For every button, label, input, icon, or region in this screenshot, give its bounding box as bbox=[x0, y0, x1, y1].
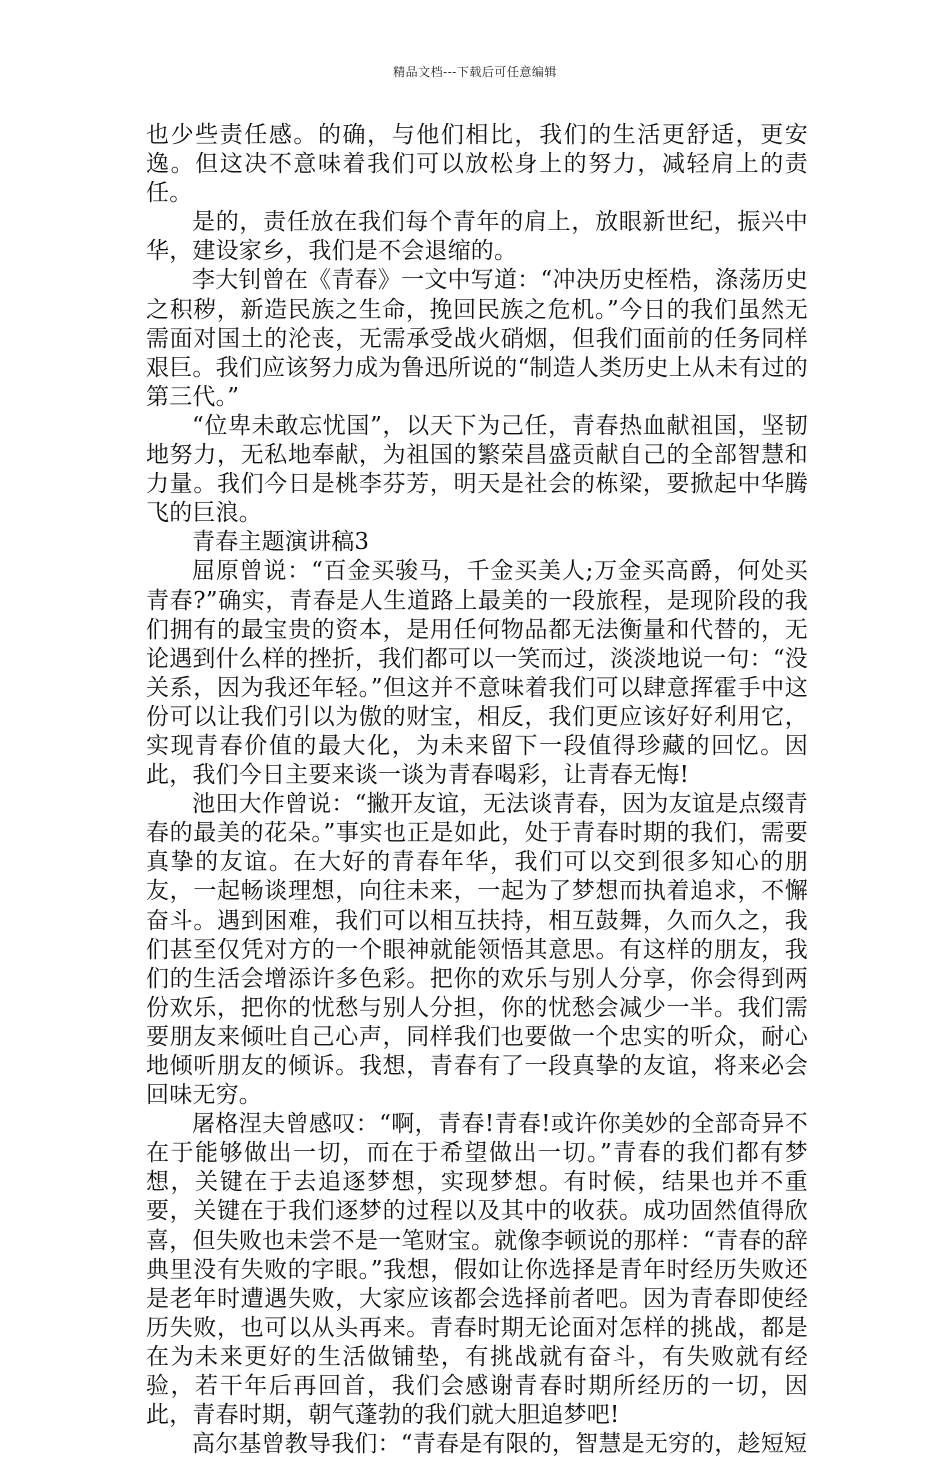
paragraph: 高尔基曾教导我们：“青春是有限的，智慧是无穷的，趁短短 bbox=[192, 1431, 808, 1458]
paragraph: 池田大作曾说：“撇开友谊，无法谈青春，因为友谊是点缀青春的最美的花朵。”事实也正是如此，处于青春时期的我们，需要真挚的友谊。在大好的青春年华，我们可以交到很多知心的朋友，一起畅谈理想，向往未来，一起为了梦想而执着追求，不懈奋斗。遇到困难，我们可以相互扶持，相互鼓舞，久而久之，我们甚至仅凭对方的一个眼神就能领悟其意思。有这样的朋友，我们的生活会增添许多色彩。把你的欢乐与别人分享，你会得到两份欢乐，把你的忧愁与别人分担，你的忧愁会减少一半。我们需要朋友来倾吐自己心声，同样我们也要做一个忠实的听众，耐心地倾听朋友的倾诉。我想，青春有了一段真挚的友谊，将来必会回味无穷。 bbox=[146, 791, 808, 1109]
paragraph: 也少些责任感。的确，与他们相比，我们的生活更舒适，更安逸。但这决不意味着我们可以放松身上的努力，减轻肩上的责任。 bbox=[146, 122, 808, 207]
paragraph: 屠格涅夫曾感叹：“啊，青春!青春!或许你美妙的全部奇异不在于能够做出一切，而在于希望做出一切。”青春的我们都有梦想，关键在于去追逐梦想，实现梦想。有时候，结果也并不重要，关键在于我们逐梦的过程以及其中的收获。成功固然值得欣喜，但失败也未尝不是一笔财宝。就像李顿说的那样：“青春的辞典里没有失败的字眼。”我想，假如让你选择是青年时经历失败还是老年时遭遇失败，大家应该都会选择前者吧。因为青春即使经历失败，也可以从头再来。青春时期无论面对怎样的挑战，都是在为未来更好的生活做铺垫，有挑战就有奋斗，有失败就有经验，若干年后再回首，我们会感谢青春时期所经历的一切，因此，青春时期，朝气蓬勃的我们就大胆追梦吧! bbox=[146, 1111, 808, 1429]
section-heading: 青春主题演讲稿3 bbox=[192, 529, 370, 556]
paragraph: “位卑未敢忘忧国”，以天下为己任，青春热血献祖国，坚韧地努力，无私地奉献，为祖国的繁荣昌盛贡献自己的全部智慧和力量。我们今日是桃李芬芳，明天是社会的栋梁，要掀起中华腾飞的巨浪。 bbox=[146, 412, 808, 527]
paragraph: 李大钊曾在《青春》一文中写道：“冲决历史桎梏，涤荡历史之积秽，新造民族之生命，挽回民族之危机。”今日的我们虽然无需面对国土的沦丧，无需承受战火硝烟，但我们面前的任务同样艰巨。我们应该努力成为鲁迅所说的“制造人类历史上从未有过的第三代。” bbox=[146, 267, 808, 410]
paragraph: 屈原曾说：“百金买骏马，千金买美人;万金买高爵，何处买青春?”确实，青春是人生道路上最美的一段旅程，是现阶段的我们拥有的最宝贵的资本，是用任何物品都无法衡量和代替的，无论遇到什么样的挫折，我们都可以一笑而过，淡淡地说一句：“没关系，因为我还年轻。”但这并不意味着我们可以肆意挥霍手中这份可以让我们引以为傲的财宝，相反，我们更应该好好利用它，实现青春价值的最大化，为未来留下一段值得珍藏的回忆。因此，我们今日主要来谈一谈为青春喝彩，让青春无悔! bbox=[146, 558, 808, 789]
document-body bbox=[146, 121, 808, 1459]
page-header: 精品文档---下载后可任意编辑 bbox=[393, 65, 557, 79]
paragraph: 是的，责任放在我们每个青年的肩上，放眼新世纪，振兴中华，建设家乡，我们是不会退缩的。 bbox=[146, 209, 808, 265]
